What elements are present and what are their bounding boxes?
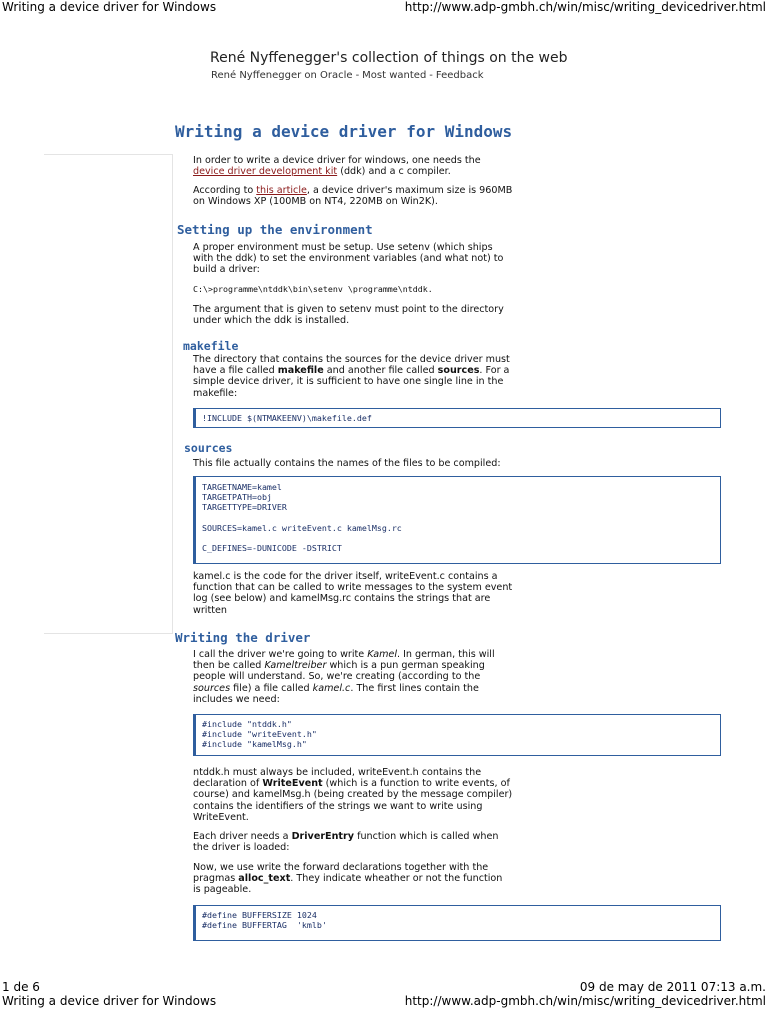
text: function which is called when the driver is loaded: <box>193 831 499 854</box>
environment-paragraph-1: A proper environment must be setup. Use setenv (which ships with the ddk) to set the environment variables (and what not) to build a driver: <box>193 242 504 276</box>
sidebar-panel <box>44 154 173 634</box>
text-bold: DriverEntry <box>291 831 355 842</box>
text: According to <box>193 185 257 196</box>
defines-code-block <box>193 905 721 941</box>
code-line: #include "ntddk.h" <box>202 719 292 729</box>
intro-paragraph-2 <box>193 185 513 207</box>
environment-paragraph-2: The argument that is given to setenv must point to the directory under which the ddk is installed. <box>193 304 504 327</box>
sources-paragraph-1: This file actually contains the names of the files to be compiled: <box>193 458 501 469</box>
ddk-link[interactable]: device driver development kit <box>193 166 338 178</box>
text: I call the driver we're going to write <box>193 649 368 660</box>
nav-link-most-wanted[interactable]: Most wanted <box>362 70 427 81</box>
code-line: TARGETPATH=obj <box>202 492 272 503</box>
site-nav: René Nyffenegger on Oracle - Most wanted - Feedback <box>211 70 484 81</box>
text: The directory that contains the sources for the device driver must have a file called <box>193 354 510 377</box>
writing-paragraph-4 <box>193 862 513 896</box>
article-link[interactable]: this article <box>256 185 307 196</box>
text: ntddk.h must always be included, writeEvent.h contains the declaration of <box>193 767 482 790</box>
makefile-paragraph <box>193 354 513 399</box>
text: which is a pun german speaking people will understand. So, we're creating (according to the <box>193 660 485 683</box>
sources-paragraph-2: kamel.c is the code for the driver itself, writeEvent.c contains a function that can be called to write messages to the system event log (see below) and kamelMsg.rc contains the strings that are written <box>193 571 513 616</box>
text: . The first lines contain the includes we need: <box>193 682 479 705</box>
code-line <box>202 513 720 523</box>
writing-paragraph-2 <box>193 767 513 823</box>
text-bold: sources <box>437 365 480 377</box>
code-line: C_DEFINES=-DUNICODE -DSTRICT <box>202 543 342 554</box>
nav-link-feedback[interactable]: Feedback <box>435 70 484 81</box>
section-heading-makefile: makefile <box>183 339 239 353</box>
text: . For a simple device driver, it is sufficient to have one single line in the makefile: <box>193 365 510 399</box>
text-bold: alloc_text <box>238 873 291 885</box>
page-title: Writing a device driver for Windows <box>175 122 513 141</box>
text-italic: Kameltreiber <box>264 660 327 672</box>
setenv-command: C:\>programme\ntddk\bin\setenv \programme\ntddk. <box>193 284 433 294</box>
code-line: TARGETTYPE=DRIVER <box>202 502 287 513</box>
text: file) a file called <box>230 682 313 694</box>
text: and another file called <box>323 365 438 377</box>
print-header-url: http://www.adp-gmbh.ch/win/misc/writing_devicedriver.html <box>404 0 766 14</box>
text: Now, we use write the forward declarations together with the pragmas <box>193 862 489 885</box>
text: . They indicate wheather or not the function is pageable. <box>193 873 503 896</box>
code-line: !INCLUDE $(NTMAKEENV)\makefile.def <box>202 413 372 423</box>
text: (ddk) and a c compiler. <box>337 166 451 178</box>
text-italic: kamel.c <box>312 682 351 694</box>
makefile-code-block <box>193 408 721 428</box>
section-heading-environment: Setting up the environment <box>177 222 373 237</box>
print-footer-title: Writing a device driver for Windows <box>2 994 217 1008</box>
section-heading-writing-driver: Writing the driver <box>175 630 311 645</box>
text-italic: Kamel <box>367 649 397 660</box>
code-line: SOURCES=kamel.c writeEvent.c kamelMsg.rc <box>202 522 402 533</box>
intro-paragraph-1 <box>193 155 513 177</box>
includes-code-block <box>193 714 721 756</box>
code-line <box>202 533 720 543</box>
print-header-title: Writing a device driver for Windows <box>2 0 217 14</box>
site-title: René Nyffenegger's collection of things on the web <box>210 50 568 66</box>
text: , a device driver's maximum size is 960MB on Windows XP (100MB on NT4, 220MB on Win2K). <box>193 185 513 208</box>
code-line: #include "kamelMsg.h" <box>202 739 307 750</box>
print-footer-page: 1 de 6 <box>2 980 40 994</box>
sources-code-block <box>193 476 721 564</box>
text: Each driver needs a <box>193 831 292 842</box>
section-heading-sources: sources <box>184 441 233 455</box>
code-line: #define BUFFERTAG 'kmlb' <box>202 920 327 931</box>
code-line: #include "writeEvent.h" <box>202 729 317 740</box>
text-italic: sources <box>193 682 231 694</box>
print-footer-datetime: 09 de may de 2011 07:13 a.m. <box>579 980 766 994</box>
print-footer-url: http://www.adp-gmbh.ch/win/misc/writing_devicedriver.html <box>404 994 766 1008</box>
writing-paragraph-3 <box>193 831 513 853</box>
text: (which is a function to write events, of course) and kamelMsg.h (being created by the message compiler) contains the identifiers of the strings we want to write using WriteEvent. <box>193 778 513 823</box>
text-bold: makefile <box>277 365 324 377</box>
code-line: TARGETNAME=kamel <box>202 482 282 492</box>
text: In order to write a device driver for windows, one needs the <box>193 155 481 166</box>
text: . In german, this will then be called <box>193 649 495 672</box>
code-line: #define BUFFERSIZE 1024 <box>202 910 317 920</box>
writing-paragraph-1 <box>193 649 513 705</box>
text-bold: WriteEvent <box>262 778 323 790</box>
nav-link-oracle[interactable]: René Nyffenegger on Oracle <box>211 70 353 81</box>
